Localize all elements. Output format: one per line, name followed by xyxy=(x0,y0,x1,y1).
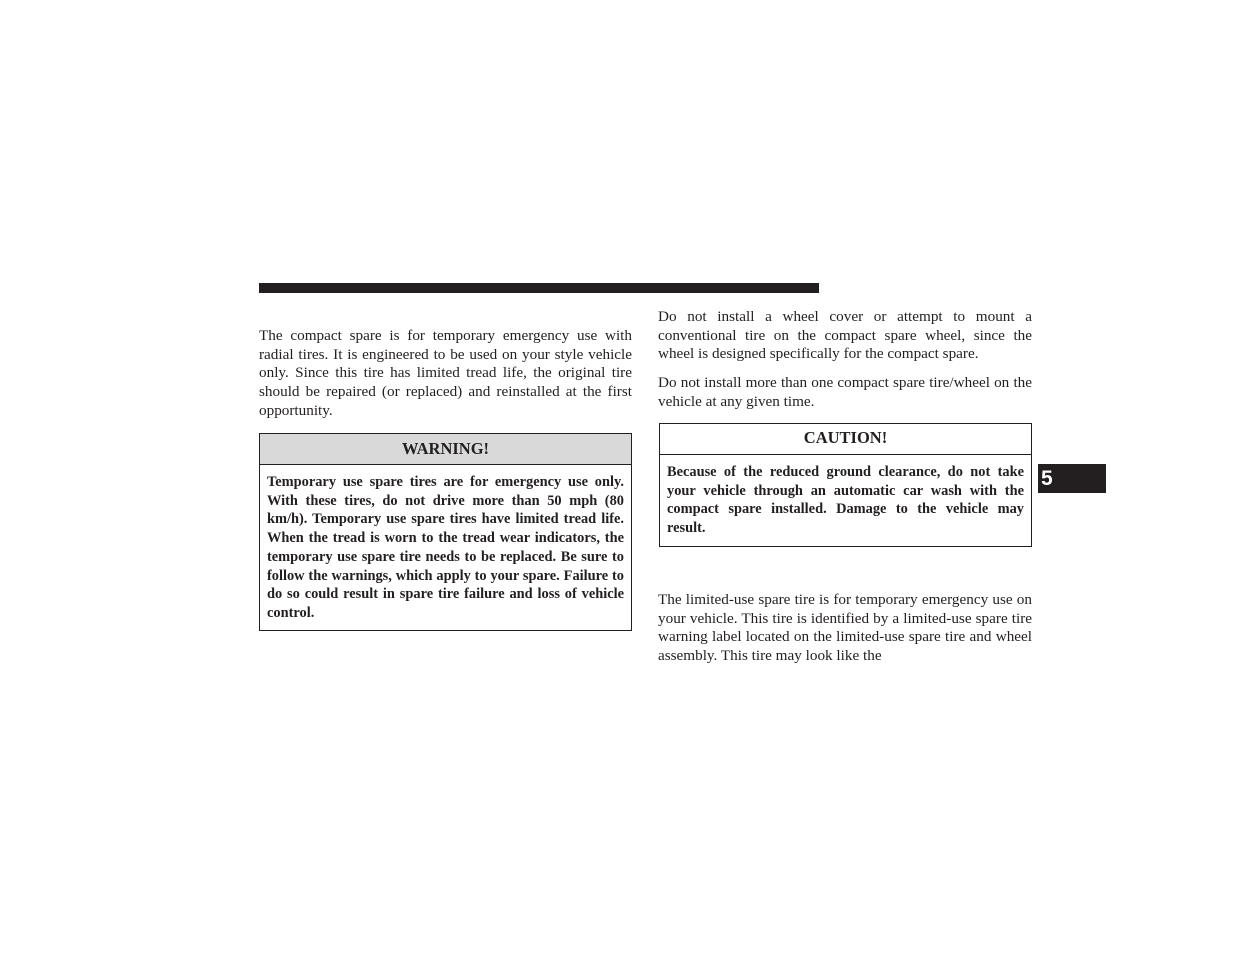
warning-box xyxy=(259,433,632,631)
caution-body: Because of the reduced ground clearance, do not take your vehicle through an automatic car wash with the compact spare installed. Damage to the vehicle may result. xyxy=(667,464,1024,537)
warning-body: Temporary use spare tires are for emergency use only. With these tires, do not drive more than 50 mph (80 km/h). Temporary use spare tires have limited tread life. When the tread is worn to the tread wear indicators, the temporary use spare tire needs to be replaced. Be sure to follow the warnings, which apply to your spare. Failure to do so could result in spare tire failure and loss of vehicle control. xyxy=(267,474,624,621)
compact-spare-paragraph: The compact spare is for temporary emergency use with radial tires. It is engineered to be used on your style vehicle only. Since this tire has limited tread life, the original tire should be repaired (or replaced) and reinstalled at the first opportunity. xyxy=(259,327,632,419)
warning-title: WARNING! xyxy=(260,434,631,465)
limited-use-spare-paragraph: The limited-use spare tire is for temporary emergency use on your vehicle. This tire is identified by a limited-use spare tire warning label located on the limited-use spare tire and wheel assembly. This tire may look like the xyxy=(658,591,1032,665)
wheel-cover-paragraph: Do not install a wheel cover or attempt to mount a conventional tire on the compact spare wheel, since the wheel is designed specifically for the compact spare. xyxy=(658,308,1032,363)
header-rule xyxy=(259,283,819,293)
caution-box xyxy=(659,423,1032,547)
section-number-tab: 5 xyxy=(1038,464,1106,493)
one-spare-paragraph: Do not install more than one compact spare tire/wheel on the vehicle at any given time. xyxy=(658,374,1032,410)
caution-title: CAUTION! xyxy=(660,424,1031,455)
